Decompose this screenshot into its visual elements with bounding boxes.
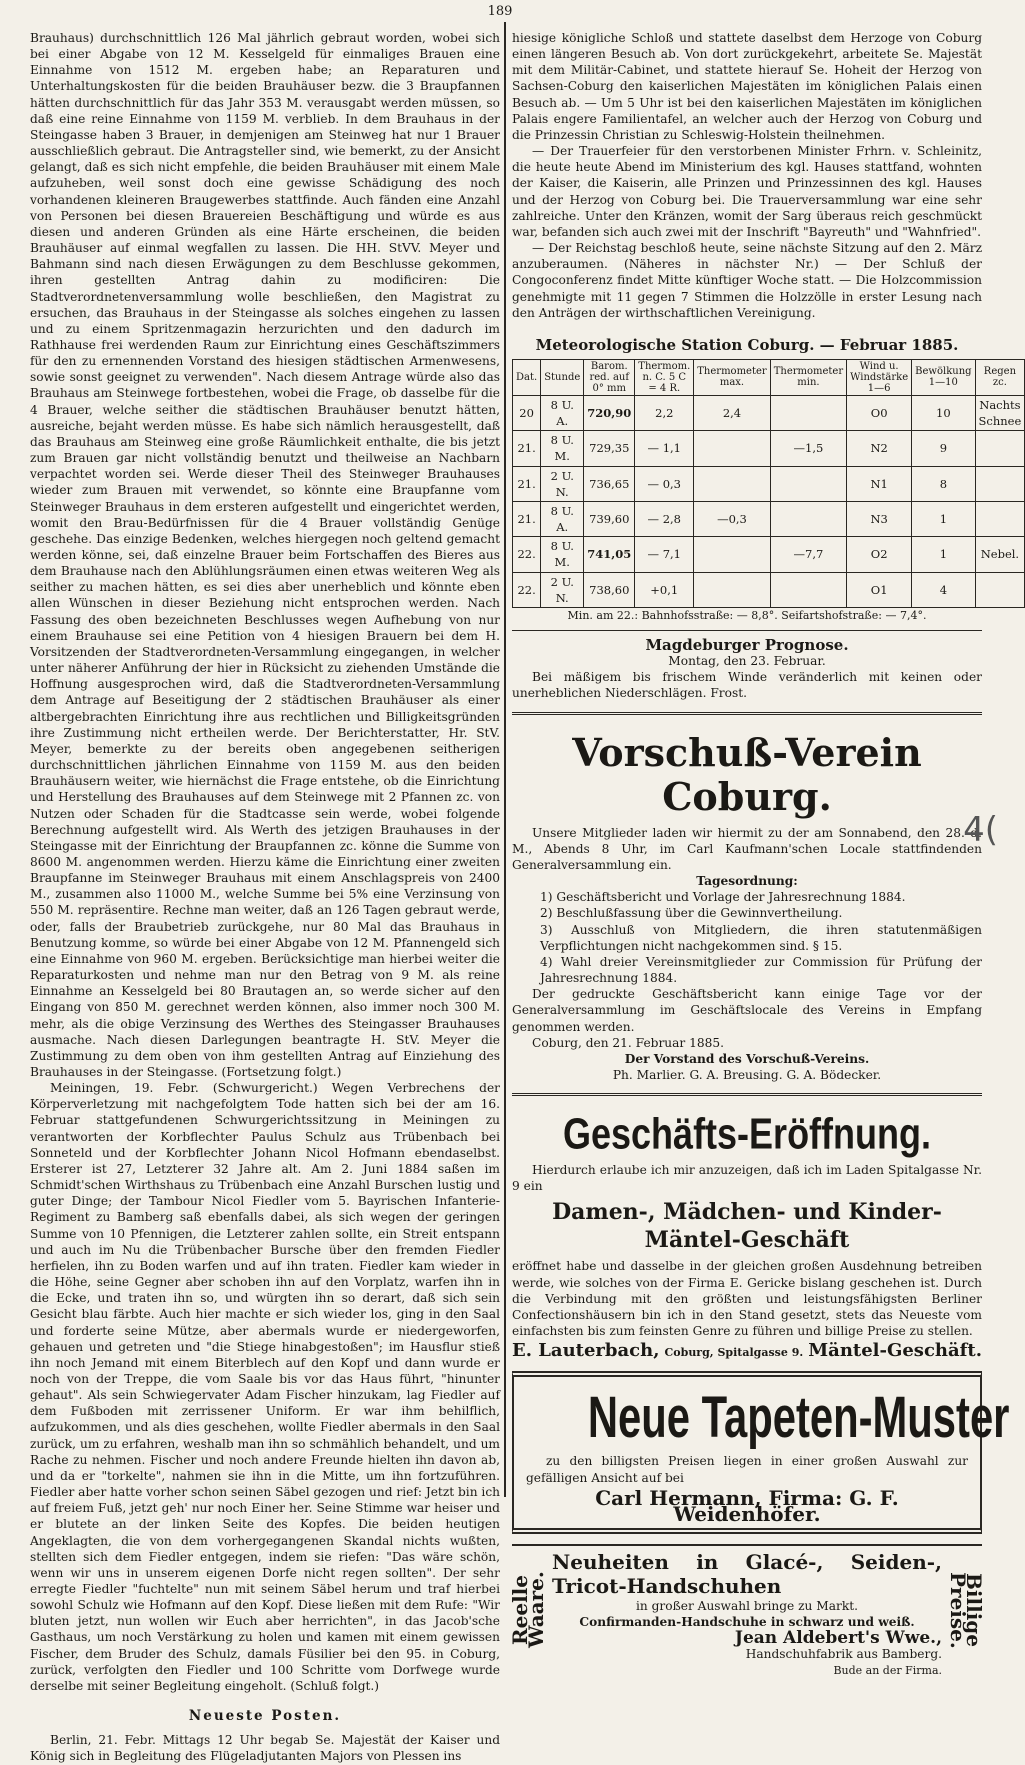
column-rule	[504, 22, 506, 1497]
met-cell: 22.	[513, 537, 541, 572]
met-cell: Nachts Schnee	[975, 395, 1025, 430]
met-cell	[694, 537, 770, 572]
met-cell: 736,65	[584, 466, 635, 501]
met-cell: N3	[847, 501, 912, 536]
met-cell: —1,5	[770, 431, 846, 466]
reelle-waare: Reelle Waare.	[508, 1571, 549, 1649]
met-cell: — 1,1	[635, 431, 694, 466]
met-cell: 2,2	[635, 395, 694, 430]
left-column	[30, 30, 500, 1765]
met-cell: O0	[847, 395, 912, 430]
met-header: Bewölkung 1—10	[912, 359, 975, 395]
met-cell: N1	[847, 466, 912, 501]
met-footer: Min. am 22.: Bahnhofsstraße: — 8,8°. Seifartshofstraße: — 7,4°.	[512, 608, 982, 631]
geschaefts-title: Geschäfts-Eröffnung.	[562, 1108, 931, 1159]
tapeten-ad	[512, 1371, 1010, 1534]
met-header: Dat.	[513, 359, 541, 395]
met-cell: 720,90	[584, 395, 635, 430]
met-cell: 21.	[513, 466, 541, 501]
met-cell: 1	[912, 501, 975, 536]
agenda-item: 2) Beschlußfassung über die Gewinnvertheilung.	[540, 906, 843, 921]
met-cell	[975, 431, 1025, 466]
met-cell: 2,4	[694, 395, 770, 430]
met-cell: O2	[847, 537, 912, 572]
met-header-row	[513, 359, 1025, 395]
met-cell: — 7,1	[635, 537, 694, 572]
vorschuss-ad	[512, 712, 982, 1084]
tapeten-title: Neue Tapeten-Muster	[587, 1385, 1010, 1451]
billige-preise: Billige Preise.	[945, 1571, 986, 1649]
met-header: Wind u. Windstärke 1—6	[847, 359, 912, 395]
glace-title: Neuheiten in Glacé-, Seiden-, Tricot-Handschuhen	[552, 1550, 942, 1598]
lauterbach-signature	[512, 1340, 982, 1362]
vorschuss-date: Coburg, den 21. Februar 1885.	[532, 1035, 725, 1050]
prognose-title: Magdeburger Prognose.	[645, 636, 849, 654]
met-header: Barom. red. auf 0° mm	[584, 359, 635, 395]
geschaefts-intro: Hierdurch erlaube ich mir anzuzeigen, daß ich im Laden Spitalgasse Nr. 9 ein	[512, 1163, 982, 1194]
met-cell: —0,3	[694, 501, 770, 536]
met-cell	[770, 501, 846, 536]
meteorological-table	[512, 359, 1025, 608]
met-cell: 10	[912, 395, 975, 430]
vorschuss-title: Vorschuß-Verein Coburg.	[572, 729, 922, 819]
met-cell	[975, 501, 1025, 536]
vorschuss-intro: Unsere Mitglieder laden wir hiermit zu der am Sonnabend, den 28. d. M., Abends 8 Uhr, im Carl Kaufmann'schen Locale stattfindenden Generalversammlung ein.	[512, 825, 982, 872]
met-cell: O1	[847, 572, 912, 607]
met-row	[513, 501, 1025, 536]
trauerfeier-paragraph: — Der Trauerfeier für den verstorbenen Minister Frhrn. v. Schleinitz, die heute heute Abend im Ministerium des kgl. Hauses stattfand, wohnten der Kaiser, die Kaiserin, alle Prinzen und Prinzessinnen des kgl. Hauses und der Herzog von Coburg bei. Die Trauerversammlung war eine sehr zahlreiche. Unter den Kränzen, womit der Sarg überaus reich geschmückt war, befanden sich auch zwei mit der Inschrift "Bayreuth" und "Wahnfried".	[512, 144, 982, 239]
damen-title: Damen-, Mädchen- und Kinder-Mäntel-Geschäft	[552, 1199, 942, 1254]
kaiser-paragraph: hiesige königliche Schloß und stattete daselbst dem Herzoge von Coburg einen längeren Besuch ab. Von dort zurückgekehrt, arbeitete Se. Majestät mit dem Militär-Cabinet, und stattete hierauf Se. Hoheit der Herzog von Sachsen-Coburg den kaiserlichen Majestäten im königlichen Palais einen Besuch ab. — Um 5 Uhr ist bei den kaiserlichen Majestäten im königlichen Palais engere Familientafel, an welcher auch der Herzog von Coburg und die Prinzessin Christian zu Schleswig-Holstein theilnehmen.	[512, 31, 982, 142]
met-header: Thermometer min.	[770, 359, 846, 395]
met-cell: 9	[912, 431, 975, 466]
met-cell: 4	[912, 572, 975, 607]
met-cell: 738,60	[584, 572, 635, 607]
berlin-article: Berlin, 21. Febr. Mittags 12 Uhr begab Se. Majestät der Kaiser und König sich in Begleitung des Flügeladjutanten Majors von Plessen ins	[30, 1733, 500, 1764]
met-cell: 21.	[513, 501, 541, 536]
page-number: 189	[487, 4, 513, 19]
vorschuss-note: Der gedruckte Geschäftsbericht kann einige Tage vor der Generalversammlung im Geschäftslocale des Vereins in Empfang genommen werden.	[512, 987, 982, 1034]
met-cell: N2	[847, 431, 912, 466]
met-header: Thermom. n. C. 5 C = 4 R.	[635, 359, 694, 395]
met-cell: 741,05	[584, 537, 635, 572]
reichstag-paragraph: — Der Reichstag beschloß heute, seine nächste Sitzung auf den 2. März anzuberaumen. (Näheres in nächster Nr.) — Der Schluß der Congoconferenz findet Mitte künftiger Woche statt. — Die Holzcommission genehmigte mit 11 gegen 7 Stimmen die Holzzölle in erster Lesung nach den Anträgen der wirthschaftlichen Vereinigung.	[512, 241, 982, 320]
met-row	[513, 537, 1025, 572]
met-cell: 8	[912, 466, 975, 501]
glace-ad	[508, 1544, 986, 1677]
vorschuss-signature: Der Vorstand des Vorschuß-Vereins.	[624, 1051, 870, 1066]
right-column	[508, 30, 1022, 1677]
met-cell: Nebel.	[975, 537, 1025, 572]
met-header: Regen zc.	[975, 359, 1025, 395]
met-cell: —7,7	[770, 537, 846, 572]
met-cell: 2 U. N.	[541, 572, 584, 607]
vorschuss-names: Ph. Marlier. G. A. Breusing. G. A. Bödecker.	[612, 1067, 882, 1082]
met-cell: 1	[912, 537, 975, 572]
met-cell: +0,1	[635, 572, 694, 607]
tapeten-text: zu den billigsten Preisen liegen in einer großen Auswahl zur gefälligen Ansicht auf bei	[526, 1454, 968, 1485]
met-row	[513, 431, 1025, 466]
tagesordnung-heading: Tagesordnung:	[696, 874, 798, 889]
meteorological-title: Meteorologische Station Coburg. — Februar 1885.	[535, 335, 959, 354]
met-cell: 739,60	[584, 501, 635, 536]
met-cell: 729,35	[584, 431, 635, 466]
neueste-posten-heading: Neueste Posten.	[188, 1708, 342, 1725]
met-cell: 8 U. A.	[541, 395, 584, 430]
agenda-item: 3) Ausschluß von Mitgliedern, die ihren statutenmäßigen Verpflichtungen nicht nachgekommen sind. § 15.	[540, 922, 982, 953]
met-cell	[694, 466, 770, 501]
met-cell: 22.	[513, 572, 541, 607]
prognose-text: Bei mäßigem bis frischem Winde veränderlich mit keinen oder unerheblichen Niederschlägen. Frost.	[512, 670, 982, 701]
agenda-item: 4) Wahl dreier Vereinsmitglieder zur Commission für Prüfung der Jahresrechnung 1884.	[540, 954, 982, 986]
met-header: Stunde	[541, 359, 584, 395]
geschaefts-text: eröffnet habe und dasselbe in der gleichen großen Ausdehnung betreiben werde, wie solches von der Firma E. Gericke bislang geschehen ist. Durch die Verbindung mit den größten und leistungsfähigsten Berliner Confectionshäusern bin ich in den Stand gesetzt, stets das Neueste vom einfachsten bis zum feinsten Genre zu führen und billige Preise zu stellen.	[512, 1259, 982, 1339]
met-cell: 2 U. N.	[541, 466, 584, 501]
glace-sub: in großer Auswahl bringe zu Markt.	[636, 1599, 858, 1613]
carl-hermann: Carl Hermann, Firma: G. F. Weidenhöfer.	[595, 1485, 899, 1526]
met-row	[513, 395, 1025, 430]
margin-mark: 4(	[963, 810, 998, 850]
meiningen-article: Meiningen, 19. Febr. (Schwurgericht.) Wegen Verbrechens der Körperverletzung mit nachgefolgtem Tode hatten sich bei der am 16. Februar stattgefundenen Schwurgerichtssitzung in Meiningen zu verantworten der Korbflechter Paulus Schulz aus Trübenbach bei Sonneteld und der Korbflechter Johann Nicol Hofmann ebendaselbst. Ersterer ist 27, Letzterer 32 Jahre alt. Am 2. Juni 1884 saßen im Schmidt'schen Wirthshaus zu Trübenbach eine Anzahl Burschen lustig und guter Dinge; der Tambour Nicol Fiedler vom 5. Bayrischen Infanterie-Regiment zu Bamberg saß ebenfalls dabei, als sich wegen der geringen Summe von 10 Pfennigen, die Letzterer zahlen sollte, ein Streit entspann und auch im Nu die Trübenbacher Bursche über den fremden Fiedler herfielen, ihn zu Boden warfen und auf ihn traten. Fiedler kam wieder in die Höhe, seine Gegner aber schoben ihn auf den Vorplatz, warfen ihn in die Ecke, und traten ihn so, und würgten ihn so derart, daß sich sein Gesicht blau färbte. Auch hier machte er sich wieder los, ging in den Saal und forderte seine Mütze, aber abermals wurde er niedergeworfen, gehauen und getreten und "die Stiege hinabgestoßen"; im Hausflur stieß ihn noch Jemand mit einem Biterblech auf den Kopf und dann wurde er noch von der Treppe, die vom Saale bis vor das Haus führt, "hinunter gehaut". Als sein Schwiegervater Adam Fischer hinzukam, lag Fiedler auf dem Fußboden mit zerrissener Uniform. Er war ihm behilflich, aufzukommen, und als dies geschehen, wollte Fiedler abermals in den Saal zurück, um zu erfahren, weshalb man ihn so schmählich behandelt, und um Rache zu nehmen. Fischer und noch andere Freunde hielten ihn davon ab, und da er "torkelte", nahmen sie ihn in die Mitte, um ihn fortzuführen. Fiedler aber hatte vorher schon seinen Säbel gezogen und rief: Jetzt bin ich auf freiem Fuß, jetzt geh' nur noch Einer her. Seine Stimme war heiser und er blutete an der linken Seite des Kopfes. Die beiden heutigen Angeklagten, die von dem vorhergegangenen Skandal nichts wußten, stellten sich dem Fiedler entgegen, indem sie riefen: "Das wäre schön, wenn wir uns in unserem eigenen Dorfe nicht regen sollten". Der sehr erregte Fiedler "fuchtelte" nun mit seinem Säbel herum und traf hierbei sowohl Schulz wie Hofmann auf den Kopf. Diese ließen mit dem Rufe: "Wir bluten jetzt, nun wollen wir Euch aber herrichten", in das Jacob'sche Gasthaus, um noch Verstärkung zu holen und kamen mit einem gewissen Fischer, dem Bruder des Schulz, damals Füsilier bei den 95. in Coburg, zurück, verfolgten den Fiedler und 100 Schritte vom Dorfwege wurde derselbe mit seiner Begleitung eingeholt. (Schluß folgt.)	[30, 1081, 501, 1693]
met-cell	[975, 466, 1025, 501]
met-cell: 21.	[513, 431, 541, 466]
met-cell	[975, 572, 1025, 607]
brauhaus-article: Brauhaus) durchschnittlich 126 Mal jährlich gebraut worden, wobei sich bei einer Abgabe von 12 M. Kesselgeld für einmaliges Brauen eine Einnahme von 1512 M. ergeben habe; an Reparaturen und Unterhaltungskosten für die beiden Brauhäuser bezw. die 3 Braupfannen hätten durchschnittlich für das Jahr 353 M. verausgabt werden müssen, so daß eine reine Einnahme von 1159 M. verblieb. In dem Brauhaus in der Steingasse haben 3 Brauer, in demjenigen am Steinweg hat nur 1 Brauer ausschließlich gebraut. Die Antragsteller sind, wie bemerkt, zu der Ansicht gelangt, daß es sich nicht empfehle, die beiden Brauhäuser mit einem Male aufzuheben, weil sonst doch eine gewisse Schädigung des noch vorhandenen kleineren Braugewerbes stattfinde. Auch fänden eine Anzahl von Personen bei diesen Brauereien Beschäftigung und würde es aus diesen und anderen Gründen als eine Härte erscheinen, die beiden Brauhäuser auf einmal wegfallen zu lassen. Die HH. StVV. Meyer und Bahmann sind nach diesen Erwägungen zu dem Beschlusse gekommen, ihren gestellten Antrag dahin zu modificiren: Die Stadtverordnetenversammlung wolle beschließen, den Magistrat zu ersuchen, das Brauhaus in der Steingasse als solches eingehen zu lassen und zu einem Spritzenmagazin herzurichten und den dadurch im Rathhause frei werdenden Raum zur Einrichtung eines Geschäftszimmers für den zu ernennenden Vorstand des hiesigen städtischen Armenwesens, sowie sonst geeignet zu verwenden". Nach diesem Antrage würde also das Brauhaus am Steinwege fortbestehen, wobei die Frage, ob dasselbe für die 4 Brauer, welche seither die städtischen Brauhäuser benutzt hätten, ausreiche, bejaht werden müsse. Es habe sich nämlich herausgestellt, daß das Brauhaus am Steinweg eine große Räumlichkeit enthalte, die bis jetzt zum Brauen gar nicht vollständig benutzt und theilweise an Nachbarn verpachtet worden sei. Werde dieser Theil des Steinweger Brauhauses wieder zum Brauen mit verwendet, so könnte eine Braupfanne vom Steinweger Brauhaus in dem ersteren aufgestellt und eingerichtet werden, womit den Brau-Bedürfnissen für die 4 Brauer vollständig Genüge geschehe. Das einzige Bedenken, welches hiergegen noch geltend gemacht werden könne, sei, daß einzelne Brauer beim Fortschaffen des Bieres aus dem Brauhause nach den Ablühlungsräumen einen etwas weiteren Weg als seither zu machen hätten, es sei dies aber unerheblich und könnte eben allen Wünschen in dieser Beziehung nicht entsprochen werden. Nach Fassung des oben bezeichneten Beschlusses wegen Aufhebung von nur einem Brauhause sei eine Petition von 4 hiesigen Brauern bei dem H. Vorsitzenden der Stadtverordneten-Versammlung eingegangen, in welcher unter näherer Anführung der hier in Rücksicht zu ziehenden Umstände die Hoffnung ausgesprochen wird, daß die Stadtverordneten-Versammlung dem Antrage auf Beseitigung der 2 städtischen Brauhäuser als einer altbergebrachten Einrichtung ihre aus rechtlichen und Billigkeitsgründen ihre Zustimmung nicht ertheilen werde. Der Berichterstatter, Hr. StV. Meyer, bemerkte zu der bereits oben angegebenen seitherigen durchschnittlichen jährlichen Einnahme von 1159 M. aus den beiden Brauhäusern weiter, wie hiernächst die Frage entstehe, ob die Einrichtung und Herstellung des Brauhauses auf dem Steinwege mit 2 Pfannen zc. von Nutzen oder Schaden für die Stadtcasse sein werde, wobei folgende Berechnung aufgestellt wird. Als Werth des jetzigen Brauhauses in der Steingasse mit der Einrichtung der Braupfannen zc. könne die Summe von 8600 M. angenommen werden. Hierzu käme die Einrichtung einer zweiten Braupfanne im Steinweger Brauhaus mit einem Anschlagspreis von 2400 M., zusammen also 11000 M., welche Summe bei 5% eine Verzinsung von 550 M. repräsentire. Rechne man weiter, daß an 126 Tagen gebraut werde, oder, falls der Braubetrieb zurückgehe, nur 80 Mal das Brauhaus in Benutzung komme, so würde bei einer Abgabe von 12 M. Pfannengeld sich eine Einnahme von 960 M. ergeben. Berücksichtige man hierbei weiter die Reparaturkosten und nehme man nur den Betrag von 9 M. als reine Einnahme an Kesselgeld bei 80 Brautagen an, so werde sicher auf den Eingang von 850 M. gerechnet werden können, also immer noch 300 M. mehr, als die obige Verzinsung des Werthes des Steingasser Brauhauses ausmache. Nach diesen Darlegungen beantragte H. StV. Meyer die Zustimmung zu dem oben von ihm gestellten Antrag auf Einziehung des Brauhauses in der Steingasse. (Fortsetzung folgt.)	[30, 31, 500, 1079]
met-cell: 8 U. M.	[541, 537, 584, 572]
bude: Bude an der Firma.	[833, 1663, 942, 1677]
met-body	[513, 395, 1025, 607]
met-cell: 8 U. A.	[541, 501, 584, 536]
agenda-item: 1) Geschäftsbericht und Vorlage der Jahresrechnung 1884.	[540, 890, 906, 905]
met-cell: 20	[513, 395, 541, 430]
geschaefts-ad	[512, 1093, 982, 1361]
met-cell: 8 U. M.	[541, 431, 584, 466]
confirmanden: Confirmanden-Handschuhe in schwarz und weiß.	[579, 1615, 915, 1630]
met-row	[513, 572, 1025, 607]
lauterbach-name: E. Lauterbach,	[512, 1340, 660, 1362]
prognose-date: Montag, den 23. Februar.	[668, 654, 826, 669]
met-cell	[770, 572, 846, 607]
met-cell	[694, 572, 770, 607]
agenda-list	[540, 889, 982, 986]
fabrik: Handschuhfabrik aus Bamberg.	[745, 1647, 942, 1662]
jean-aldebert: Jean Aldebert's Wwe.,	[734, 1628, 942, 1649]
met-cell	[694, 431, 770, 466]
met-cell	[770, 395, 846, 430]
met-header: Thermometer max.	[694, 359, 770, 395]
glace-content	[544, 1550, 950, 1677]
lauterbach-shop: Mäntel-Geschäft.	[808, 1340, 982, 1362]
met-cell	[770, 466, 846, 501]
met-row	[513, 466, 1025, 501]
met-cell: — 0,3	[635, 466, 694, 501]
met-cell: — 2,8	[635, 501, 694, 536]
lauterbach-address: Coburg, Spitalgasse 9.	[664, 1346, 804, 1360]
